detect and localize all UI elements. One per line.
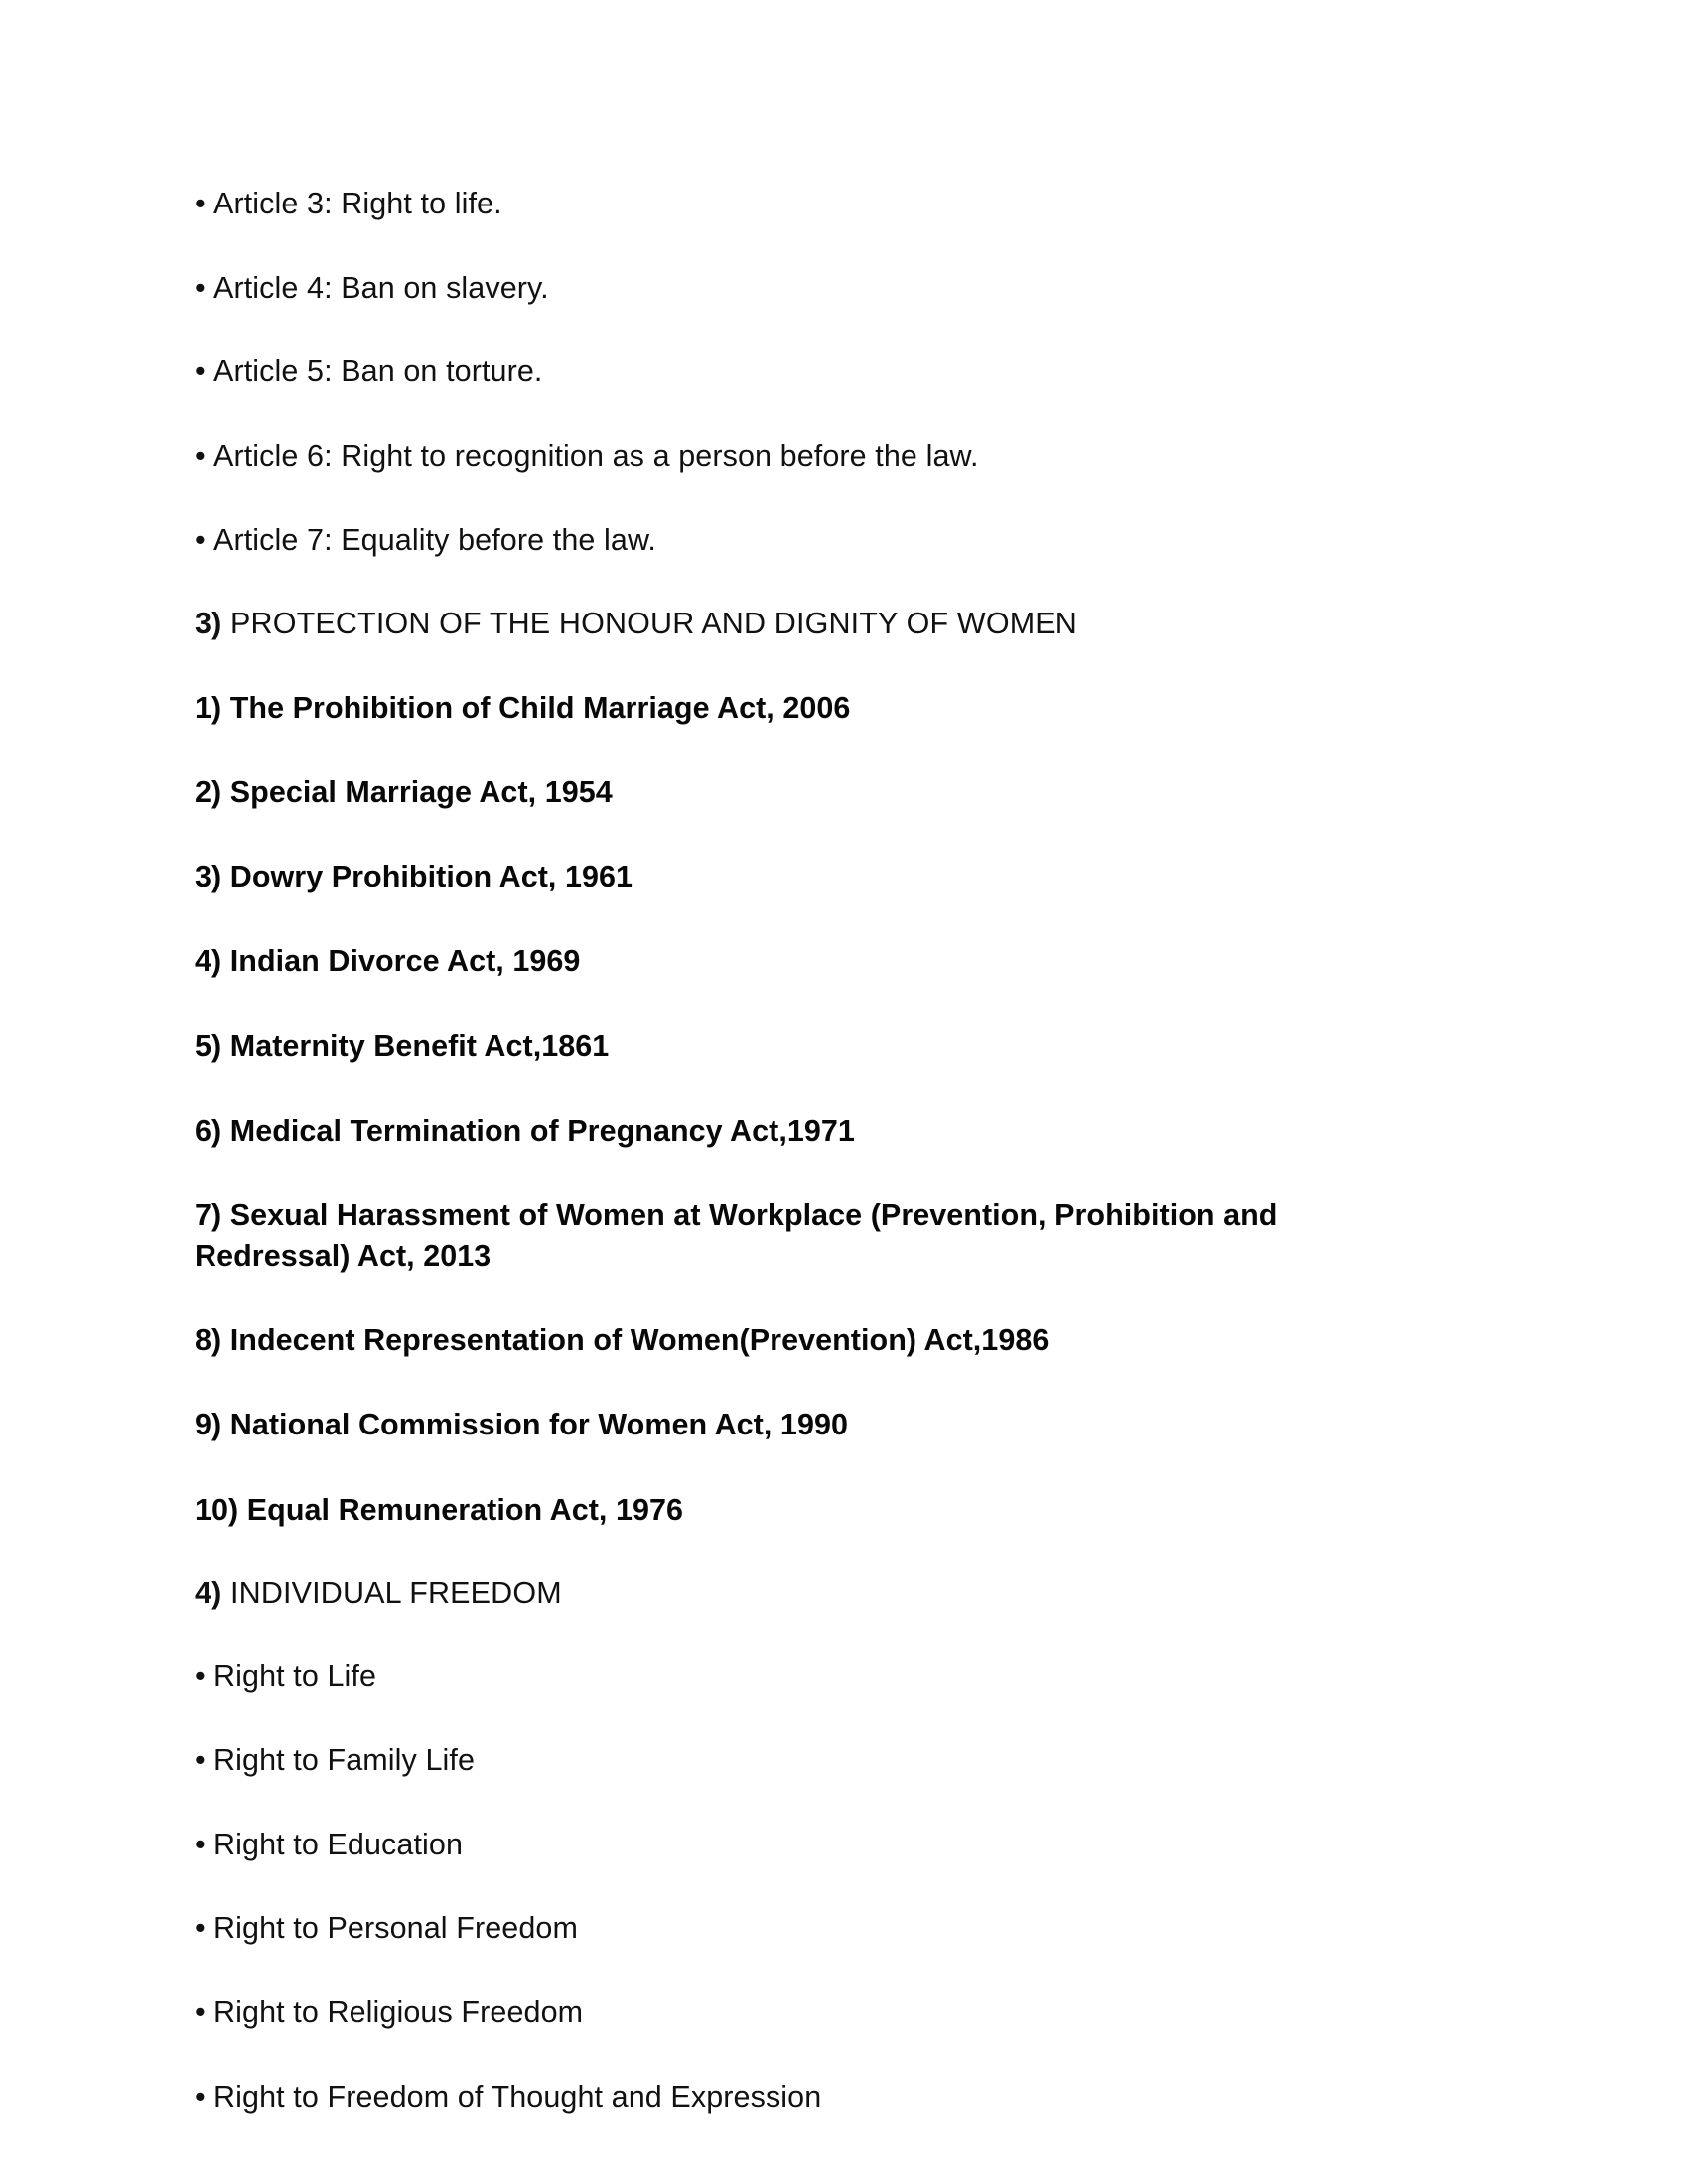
act-list-item: 2) Special Marriage Act, 1954 <box>195 775 613 810</box>
list-item <box>195 1993 1426 2033</box>
bullet-icon: • <box>195 438 206 473</box>
list-item <box>195 437 1426 477</box>
act-list-item: 9) National Commission for Women Act, 1990 <box>195 1408 848 1442</box>
section-heading-three <box>195 605 1426 644</box>
bullet-icon: • <box>195 2079 206 2114</box>
list-item-text: Article 3: Right to life. <box>213 187 502 220</box>
list-item <box>195 2078 1426 2117</box>
section-heading-four <box>195 1574 1426 1614</box>
list-item <box>195 352 1426 392</box>
acts-list <box>195 688 1426 1531</box>
list-item-text: Article 5: Ban on torture. <box>213 354 543 389</box>
bullet-icon: • <box>195 187 206 220</box>
bullet-icon: • <box>195 522 206 557</box>
act-list-item: 5) Maternity Benefit Act,1861 <box>195 1028 610 1063</box>
section-title-text: PROTECTION OF THE HONOUR AND DIGNITY OF WOMEN <box>230 607 1077 641</box>
bullet-icon: • <box>195 1827 206 1861</box>
section-number: 4) <box>195 1575 222 1610</box>
act-list-item: 1) The Prohibition of Child Marriage Act, 2006 <box>195 690 851 725</box>
act-list-item: 4) Indian Divorce Act, 1969 <box>195 944 581 979</box>
act-list-item: 3) Dowry Prohibition Act, 1961 <box>195 860 633 894</box>
section-title <box>221 607 230 640</box>
bullet-icon: • <box>195 1743 206 1778</box>
act-list-item: 10) Equal Remuneration Act, 1976 <box>195 1492 684 1527</box>
list-item <box>195 1741 1426 1781</box>
bullet-icon: • <box>195 1911 206 1946</box>
list-item <box>195 1826 1426 1865</box>
list-item <box>195 521 1426 561</box>
list-item-text: Right to Freedom of Thought and Expression <box>213 2079 822 2114</box>
list-item-text: Right to Family Life <box>213 1743 476 1778</box>
bullet-icon: • <box>195 270 206 305</box>
section-title-space <box>221 1576 230 1610</box>
document-body <box>195 185 1426 2161</box>
list-item <box>195 1909 1426 1949</box>
list-item <box>195 185 1426 224</box>
list-item <box>195 269 1426 309</box>
bullet-icon: • <box>195 1659 206 1694</box>
bullet-icon: • <box>195 354 206 389</box>
list-item-text: Article 7: Equality before the law. <box>213 522 656 557</box>
bullet-icon: • <box>195 1994 206 2029</box>
list-item-text: Right to Personal Freedom <box>213 1911 578 1946</box>
act-list-item: 8) Indecent Representation of Women(Prevention) Act,1986 <box>195 1323 1050 1358</box>
article-bullet-list <box>195 185 1426 560</box>
freedom-bullet-list <box>195 1657 1426 2116</box>
list-item-text: Article 4: Ban on slavery. <box>213 270 549 305</box>
list-item-text: Article 6: Right to recognition as a person before the law. <box>213 438 979 473</box>
act-list-item: 6) Medical Termination of Pregnancy Act,1971 <box>195 1113 855 1148</box>
list-item-text: Right to Religious Freedom <box>213 1994 584 2029</box>
list-item-text: Right to Education <box>213 1827 464 1861</box>
section-title-text: INDIVIDUAL FREEDOM <box>230 1575 562 1610</box>
list-item <box>195 1657 1426 1697</box>
act-list-item: 7) Sexual Harassment of Women at Workplace (Prevention, Prohibition and Redressal) Act, 2013 <box>195 1197 1278 1274</box>
section-number: 3) <box>195 607 222 641</box>
list-item-text: Right to Life <box>213 1659 377 1694</box>
